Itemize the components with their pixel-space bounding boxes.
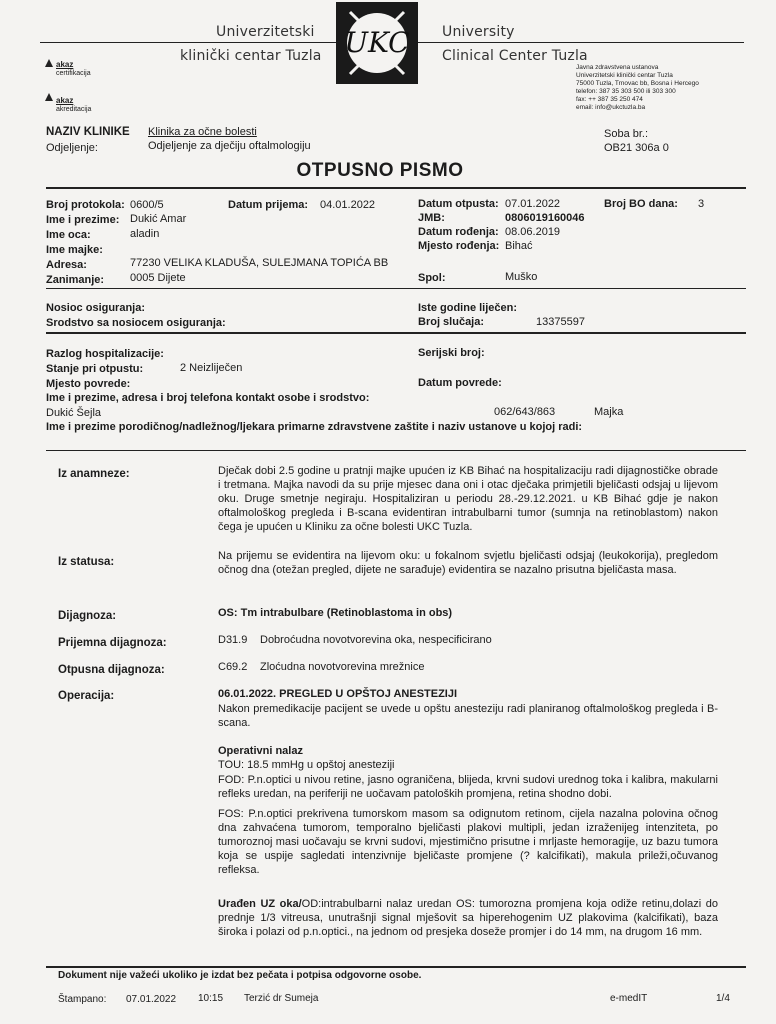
iste-godine-label: Iste godine liječen: — [418, 302, 518, 314]
naziv-klinike-value: Klinika za očne bolesti — [148, 126, 257, 138]
operacija-text: Nakon premedikacije pacijent se uvede u opštu anesteziju radi planiranog oftalmološkog pregleda i B-scana. — [218, 703, 718, 729]
otpusna-label: Otpusna dijagnoza: — [58, 664, 165, 676]
footer-user: Terzić dr Sumeja — [244, 993, 319, 1004]
datum-otpusta-value: 07.01.2022 — [505, 198, 561, 210]
footer-note: Dokument nije važeći ukoliko je izdat bez pečata i potpisa odgovorne osobe. — [58, 970, 422, 981]
ljekar-label: Ime i prezime porodičnog/nadležnog/ljekara primarne zdravstvene zaštite i naziv ustanove u kojoj radi: — [46, 421, 583, 433]
kontakt-ime: Dukić Šejla — [46, 407, 102, 419]
header-left-line1: Univerzitetski — [216, 24, 315, 40]
uz-text — [218, 897, 718, 939]
datum-prijema-label: Datum prijema: — [228, 199, 309, 211]
tou-line: TOU: 18.5 mmHg u opštoj anesteziji — [218, 759, 395, 771]
broj-bo-label: Broj BO dana: — [604, 198, 678, 210]
uz-body: OD:intrabulbarni nalaz uredan OS: tumorozna promjena koja odiže retinu,dolazi do prednje 1/3 vitreusa, unutrašnji signal mješovit sa hiperehogenim UZ plakovima (kalcifikati), baza široka i polazi od p.n.optici., na jednom od presjeka doseže promjer i do 14 mm, na drugom 16 mm. — [218, 898, 719, 938]
title-rule — [46, 187, 746, 189]
spol-label: Spol: — [418, 272, 446, 284]
kontakt-srodstvo: Majka — [594, 406, 624, 418]
srodstvo-label: Srodstvo sa nosiocem osiguranja: — [46, 317, 226, 329]
fos-text: FOS: P.n.optici prekrivena tumorskom masom sa odignutom retinom, cijela nazalna polovina očnog dna zahvaćena tumorom, temporalno bjeličasti plakovi multipli, jedan izraženijeg intenziteta, po tumoroznoj masi uočavaju se krvni sudovi, mjestimično prisutne i mrljaste hemoragije, uz bazu tumora koja se uspije sagledati intenzivnije bjeličaste promjene (? kalcifikati), makula prileži,očuvanog refleksa. — [218, 808, 718, 876]
footer-rule — [46, 966, 746, 968]
insurance-rule — [46, 332, 746, 334]
footer-system: e-medIT — [610, 993, 648, 1004]
akaz-certifikacija-icon — [44, 58, 54, 68]
prijemna-label: Prijemna dijagnoza: — [58, 637, 167, 649]
broj-slucaja-value: 13375597 — [536, 316, 585, 328]
zanimanje-label: Zanimanje: — [46, 274, 105, 286]
serijski-label: Serijski broj: — [418, 347, 485, 359]
prijemna-code: D31.9 — [218, 634, 248, 646]
datum-prijema-value: 04.01.2022 — [320, 199, 376, 211]
adresa-label: Adresa: — [46, 259, 87, 271]
adresa-value: 77230 VELIKA KLADUŠA, SULEJMANA TOPIĆA BB — [130, 257, 389, 269]
datum-povrede-label: Datum povrede: — [418, 377, 502, 389]
ime-oca-value: aladin — [130, 228, 160, 240]
anamneza-label: Iz anamneze: — [58, 468, 130, 480]
header-right-line2: Clinical Center Tuzla — [442, 48, 588, 64]
mjesto-rodjenja-label: Mjesto rođenja: — [418, 240, 500, 252]
naziv-klinike-label: NAZIV KLINIKE — [46, 126, 130, 138]
uz-bold: Urađen UZ oka/ — [218, 898, 302, 910]
zanimanje-value: 0005 Dijete — [130, 272, 186, 284]
prijemna-text: Dobroćudna novotvorevina oka, nespecificirano — [260, 634, 492, 646]
header-left-line2: klinički centar Tuzla — [180, 48, 322, 64]
nosioc-label: Nosioc osiguranja: — [46, 302, 146, 314]
patient-rule — [46, 288, 746, 289]
jmb-value: 0806019160046 — [505, 212, 585, 224]
odjeljenje-value: Odjeljenje za dječiju oftalmologiju — [148, 140, 311, 152]
ime-label: Ime i prezime: — [46, 214, 120, 226]
soba-value: OB21 306a 0 — [604, 142, 669, 154]
page-number: 1/4 — [716, 993, 730, 1004]
stanje-value: 2 Neizliječen — [180, 362, 243, 374]
datum-otpusta-label: Datum otpusta: — [418, 198, 499, 210]
ukc-logo — [336, 2, 418, 84]
status-text: Na prijemu se evidentira na lijevom oku: u fokalnom svjetlu bjeličasti odsjaj (leukokorija), pregledom očnog dna (otežan pregled, dijete ne sarađuje) evidentira se nazalno prisutna bjeličasta masa. — [218, 550, 718, 576]
address-block: Javna zdravstvena ustanova Univerzitetski klinički centar Tuzla 75000 Tuzla, Trnovac bb, Bosna i Hercego telefon: 387 35 303 500 ili 303 300 fax: ++ 387 35 250 474 email: info@ukctuzla.ba — [576, 64, 699, 111]
broj-protokola-label: Broj protokola: — [46, 199, 125, 211]
akaz-akreditacija-icon — [44, 92, 54, 102]
otpusna-code: C69.2 — [218, 661, 248, 673]
kontakt-tel: 062/643/863 — [494, 406, 556, 418]
broj-slucaja-label: Broj slučaja: — [418, 316, 485, 328]
header-left-rule — [40, 42, 336, 43]
page-title: OTPUSNO PISMO — [296, 160, 464, 181]
odjeljenje-label: Odjeljenje: — [46, 142, 98, 154]
dijagnoza-value: OS: Tm intrabulbare (Retinoblastoma in obs) — [218, 607, 453, 619]
jmb-label: JMB: — [418, 212, 445, 224]
header-right-rule — [418, 42, 744, 43]
otpusna-text: Zloćudna novotvorevina mrežnice — [260, 661, 425, 673]
fod-text: FOD: P.n.optici u nivou retine, jasno ograničena, blijeda, krvni sudovi urednog toka i kalibra, makularni refleks uredan, na periferiji ne uočavam patoloških promjena, retina shodno dobi. — [218, 774, 718, 800]
header-right-line1: University — [442, 24, 515, 40]
operacija-label: Operacija: — [58, 690, 115, 702]
anamneza-text: Dječak dobi 2.5 godine u pratnji majke upućen iz KB Bihać na hospitalizaciju radi dijagnostičke obrade i tretmana. Majka navodi da su prije mjesec dana oni i otac dječaka primjetili bjeličasti odsjaj u lijevom oku. Druge smetnje negiraju. Hospitaliziran u periodu 28.-29.12.2021. u KB Bihać gdje je nakon oftalmološkog pregleda i B-scana evidentiran intrabulbarni tumor (sumnja na retinoblastom) nakon čega je upućen u Kliniku za očne bolesti UKC Tuzla. — [218, 465, 718, 533]
datum-rodjenja-label: Datum rođenja: — [418, 226, 499, 238]
datum-rodjenja-value: 08.06.2019 — [505, 226, 561, 238]
soba-label: Soba br.: — [604, 128, 649, 140]
mjesto-povrede-label: Mjesto povrede: — [46, 378, 131, 390]
ime-majke-label: Ime majke: — [46, 244, 103, 256]
razlog-label: Razlog hospitalizacije: — [46, 348, 164, 360]
footer-time: 10:15 — [198, 993, 224, 1004]
ime-value: Dukić Amar — [130, 213, 187, 225]
footer-date: 07.01.2022 — [126, 994, 177, 1005]
logo-text: UKC — [344, 26, 410, 59]
stanje-label: Stanje pri otpustu: — [46, 363, 144, 375]
stampano-label: Štampano: — [58, 994, 107, 1005]
spol-value: Muško — [505, 271, 538, 283]
dijagnoza-label: Dijagnoza: — [58, 610, 117, 622]
kontakt-label: Ime i prezime, adresa i broj telefona kontakt osobe i srodstvo: — [46, 392, 370, 404]
status-label: Iz statusa: — [58, 556, 115, 568]
operacija-title: 06.01.2022. PREGLED U OPŠTOJ ANESTEZIJI — [218, 688, 458, 700]
ime-oca-label: Ime oca: — [46, 229, 91, 241]
hospital-rule — [46, 450, 746, 451]
broj-protokola-value: 0600/5 — [130, 199, 164, 211]
mjesto-rodjenja-value: Bihać — [505, 240, 533, 252]
nalaz-title: Operativni nalaz — [218, 745, 303, 757]
broj-bo-value: 3 — [698, 198, 705, 210]
